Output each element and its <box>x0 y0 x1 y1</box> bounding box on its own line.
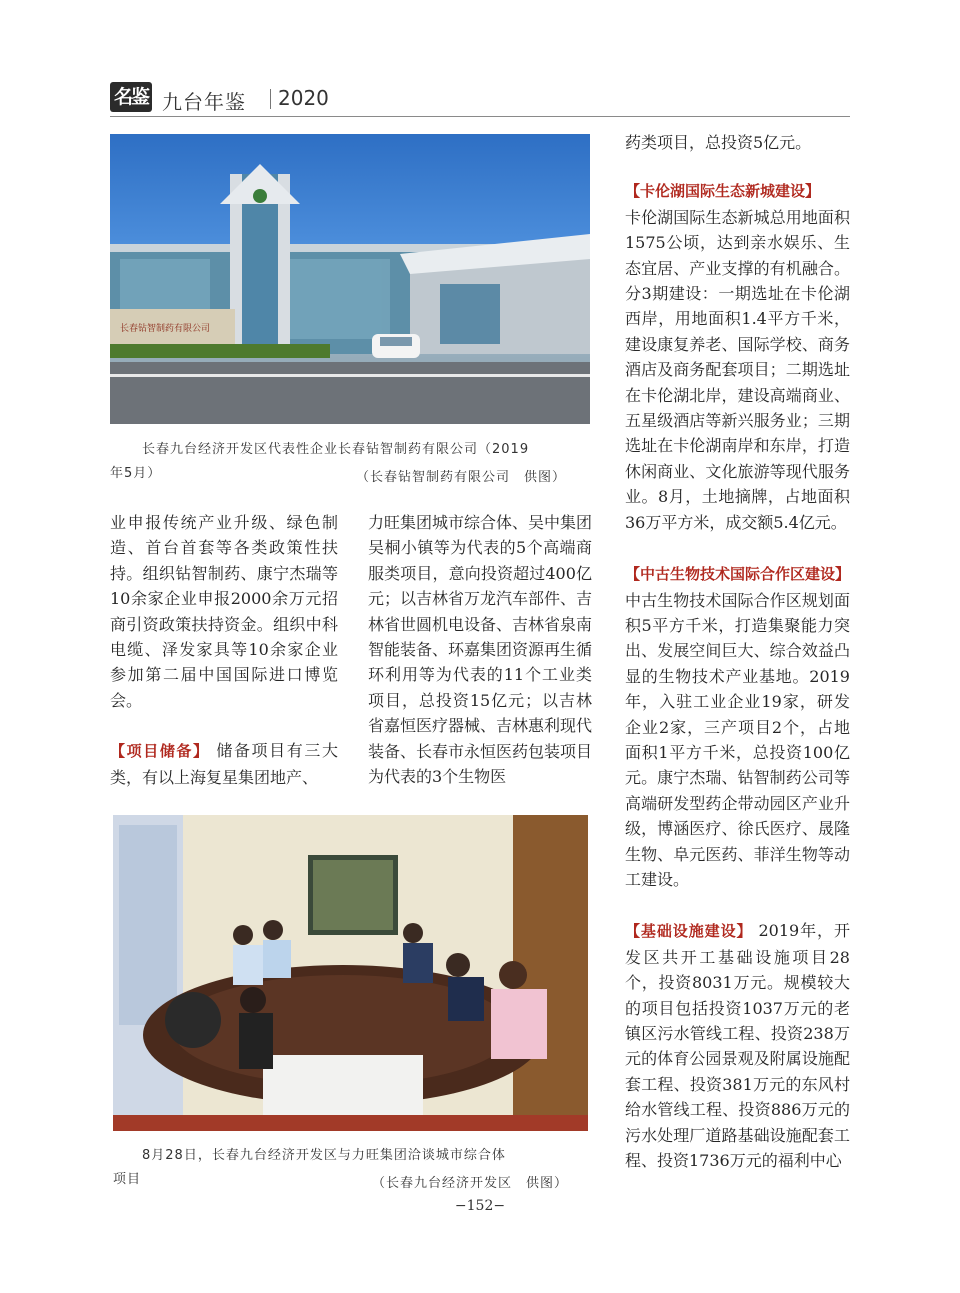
column-right <box>625 130 850 1173</box>
header-rule <box>110 116 850 117</box>
paragraph-text: 2019年，开发区共开工基础设施项目28个，投资8031万元。规模较大的项目包括投资1037万元的老镇区污水管线工程、投资238万元的体育公园景观及附属设施配套工程、投资381万元的东风村给水管线工程、投资886万元的污水处理厂道路基础设施配套工程、投资1736万元的福利中心 <box>625 921 850 1171</box>
column-middle <box>368 510 592 789</box>
paragraph-infrastructure <box>625 918 850 1173</box>
paragraph-karun-lake: 卡伦湖国际生态新城总用地面积1575公顷，达到亲水娱乐、生态宜居、产业支撑的有机融合。分3期建设：一期选址在卡伦湖西岸，用地面积1.4平方千米，建设康复养老、国际学校、商务酒店及商务配套项目；二期选址在卡伦湖北岸，建设高端商业、五星级酒店等新兴服务业；三期选址在卡伦湖南岸和东岸，打造休闲商业、文化旅游等现代服务业。8月，土地摘牌，占地面积36万平方米，成交额5.4亿元。 <box>625 207 850 532</box>
header-separator <box>270 89 271 109</box>
section-heading: 【项目储备】 <box>110 742 210 761</box>
section-heading-karun-lake: 【卡伦湖国际生态新城建设】 <box>625 182 821 201</box>
column-left <box>110 510 338 790</box>
paragraph: 力旺集团城市综合体、吴中集团吴桐小镇等为代表的5个高端商服类项目，意向投资超过400亿元；以吉林省万龙汽车部件、吉林省世圆机电设备、吉林省泉南智能装备、环嘉集团资源再生循环利用等为代表的11个工业类项目，总投资15亿元；以吉林省嘉恒医疗器械、吉林惠利现代装备、长春市永恒医药包装项目为代表的3个生物医 <box>368 513 593 787</box>
photo2-caption-line1: 8月28日，长春九台经济开发区与力旺集团洽谈城市综合体 <box>142 1148 506 1163</box>
page-number: −152− <box>454 1198 506 1214</box>
photo1-caption-line2: 年5月） <box>110 466 162 481</box>
photo1-credit: （长春钻智制药有限公司 供图） <box>356 470 567 485</box>
photo2-credit: （长春九台经济开发区 供图） <box>372 1176 569 1191</box>
paragraph-project-reserve <box>110 738 338 790</box>
section-heading-zhonggu-biotech: 【中古生物技术国际合作区建设】 <box>625 565 851 584</box>
yearbook-year: 2020 <box>278 86 329 110</box>
yearbook-title: 九台年鉴 <box>162 90 246 114</box>
yearbook-logo: 名鉴 <box>110 82 152 112</box>
photo1-caption-line1: 长春九台经济开发区代表性企业长春钻智制药有限公司（2019 <box>142 442 530 457</box>
photo2-caption-line2: 项目 <box>113 1172 142 1187</box>
building-illustration <box>110 134 590 424</box>
running-header <box>110 80 850 120</box>
company-building-photo <box>110 134 590 424</box>
paragraph: 药类项目，总投资5亿元。 <box>625 133 812 152</box>
paragraph: 业申报传统产业升级、绿色制造、首台首套等各类政策性扶持。组织钻智制药、康宁杰瑞等10余家企业申报2000余万元招商引资政策扶持资金。组织中科电缆、泽发家具等10余家企业参加第二届中国国际进口博览会。 <box>110 513 338 710</box>
meeting-photo <box>113 815 588 1131</box>
paragraph-text: 储备项目有三大类，有以上海复星集团地产、 <box>110 741 338 787</box>
company-sign-text: 长春钻智制药有限公司 <box>120 324 211 334</box>
meeting-illustration <box>113 815 588 1131</box>
section-heading-infrastructure: 【基础设施建设】 <box>625 922 753 941</box>
paragraph-text: 中古生物技术国际合作区规划面积5平方千米，打造集聚能力突出、发展空间巨大、综合效益凸显的生物技术产业基地。2019年，入驻工业企业19家，研发企业2家，三产项目2个，占地面积1平方千米，总投资100亿元。康宁杰瑞、钻智制药公司等高端研发型药企带动园区产业升级，博涵医疗、徐氏医疗、晟隆生物、阜元医药、菲洋生物等动工建设。 <box>625 590 850 889</box>
paragraph-zhonggu-biotech <box>625 561 850 892</box>
